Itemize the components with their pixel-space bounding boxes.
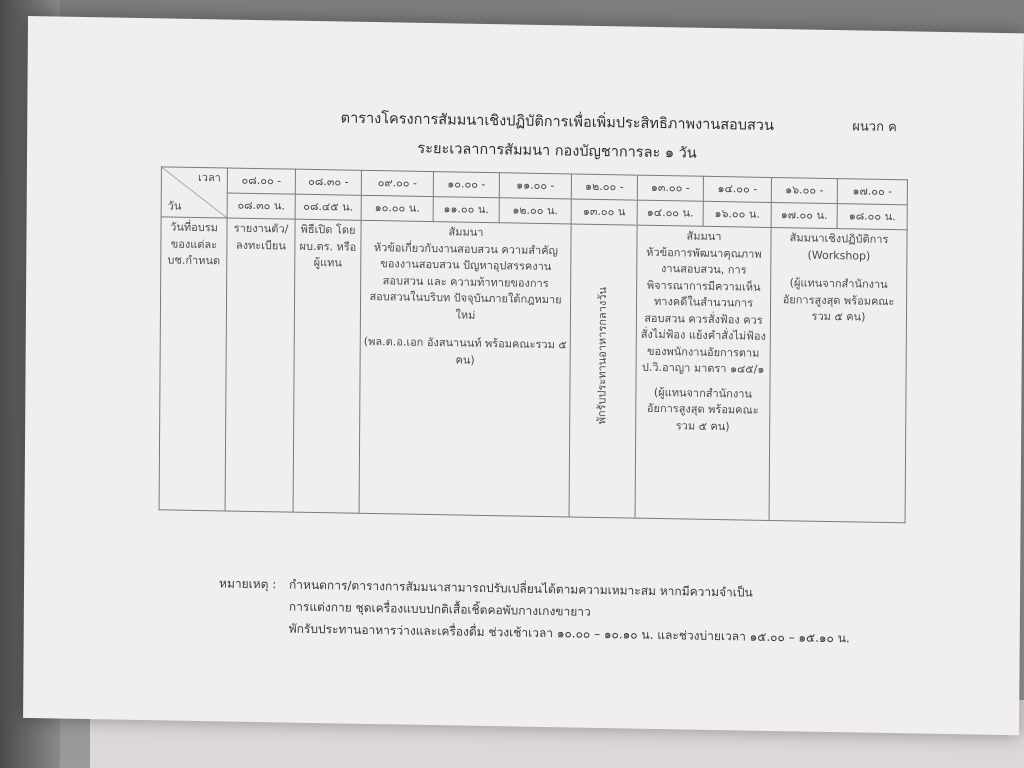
start-time: ๐๙.๐๐ - xyxy=(361,170,433,196)
morning-session-heading: สัมมนา xyxy=(448,225,484,239)
note-line-3: พักรับประทานอาหารว่างและเครื่องดื่ม ช่วงเช้าเวลา ๑๐.๐๐ – ๑๐.๑๐ น. และช่วงบ่ายเวลา ๑๕.๐๐ – ๑๕.๑๐ น. xyxy=(288,621,850,646)
end-time: ๐๘.๓๐ น. xyxy=(227,193,295,219)
corner-day-label: วัน xyxy=(167,198,182,213)
corner-time-label: เวลา xyxy=(197,170,221,185)
morning-session-body: หัวข้อเกี่ยวกับงานสอบสวน ความสำคัญ ของงานสอบสวน ปัญหาอุปสรรคงานสอบสวน และ ความท้าทายของการสอบสวนในบริบท ปัจจุบันภายใต้กฎหมายใหม่ xyxy=(369,240,562,322)
end-time: ๑๔.๐๐ น. xyxy=(637,200,703,226)
document-title: ตารางโครงการสัมมนาเชิงปฏิบัติการเพื่อเพิ่มประสิทธิภาพงานสอบสวน xyxy=(340,110,774,135)
end-time: ๑๗.๐๐ น. xyxy=(771,202,837,228)
row-head-text: วันที่อบรม ของแต่ละ บช.กำหนด xyxy=(167,220,221,268)
end-time: ๑๒.๐๐ น. xyxy=(499,198,571,224)
start-time: ๑๒.๐๐ - xyxy=(571,174,637,200)
morning-session-cell xyxy=(359,220,571,517)
note-line-2: การแต่งกาย ชุดเครื่องแบบปกติเสื้อเชิ้ตคอพับกางเกงขายาว xyxy=(288,599,591,619)
afternoon-session-cell xyxy=(635,225,771,520)
notes-label: หมายเหตุ : xyxy=(219,576,277,592)
start-time: ๑๗.๐๐ - xyxy=(837,179,907,205)
workshop-speaker: (ผู้แทนจากสำนักงาน อัยการสูงสุด พร้อมคณะ รวม ๕ คน) xyxy=(782,276,895,324)
start-time: ๐๘.๐๐ - xyxy=(227,168,295,194)
corner-cell xyxy=(161,167,227,218)
end-time: ๐๘.๔๕ น. xyxy=(295,194,361,220)
end-time: ๑๐.๐๐ น. xyxy=(361,195,433,221)
start-time: ๑๓.๐๐ - xyxy=(637,175,703,201)
row-head xyxy=(159,217,227,511)
afternoon-session-speaker: (ผู้แทนจากสำนักงาน อัยการสูงสุด พร้อมคณะ รวม ๕ คน) xyxy=(646,385,759,433)
annex-label: ผนวก ค xyxy=(852,119,897,136)
end-time: ๑๑.๐๐ น. xyxy=(433,197,499,223)
end-time: ๑๖.๐๐ น. xyxy=(703,201,771,227)
registration-text: รายงานตัว/ ลงทะเบียน xyxy=(233,221,289,253)
lunch-text: พักรับประทานอาหารกลางวัน xyxy=(595,286,610,425)
start-time: ๑๖.๐๐ - xyxy=(771,177,837,203)
start-time: ๑๔.๐๐ - xyxy=(703,176,771,202)
afternoon-session-heading: สัมมนา xyxy=(686,229,722,244)
workshop-cell xyxy=(769,227,907,522)
workshop-heading: สัมมนาเชิงปฏิบัติการ xyxy=(789,231,889,247)
start-time: ๐๘.๓๐ - xyxy=(295,169,361,195)
note-line-1: กำหนดการ/ตารางการสัมมนาสามารถปรับเปลี่ยนได้ตามความเหมาะสม หากมีความจำเป็น xyxy=(289,577,753,600)
document-page xyxy=(23,16,1024,735)
end-time: ๑๓.๐๐ น xyxy=(571,199,637,225)
opening-cell xyxy=(293,219,361,513)
workshop-label: (Workshop) xyxy=(807,248,871,263)
lunch-cell xyxy=(569,224,637,518)
start-time: ๑๐.๐๐ - xyxy=(433,172,499,198)
document-subtitle: ระยะเวลาการสัมมนา กองบัญชาการละ ๑ วัน xyxy=(417,140,697,162)
end-time: ๑๘.๐๐ น. xyxy=(837,204,907,230)
registration-cell xyxy=(225,218,295,512)
morning-session-speaker: (พล.ต.อ.เอก อังสนานนท์ พร้อมคณะรวม ๕ คน) xyxy=(363,334,567,367)
start-time: ๑๑.๐๐ - xyxy=(499,173,571,199)
schedule-body-row xyxy=(159,217,907,523)
schedule-table xyxy=(159,166,908,523)
opening-text: พิธีเปิด โดย ผบ.ตร. หรือผู้แทน xyxy=(299,222,357,270)
afternoon-session-body: หัวข้อการพัฒนาคุณภาพ งานสอบสวน, การ พิจารณาการมีความเห็น ทางคดีในสำนวนการ สอบสวน ควรสั่งฟ้อง ควรสั่งไม่ฟ้อง แย้งคำสั่งไม่ฟ้อง ของพนักงานอัยการตาม ป.วิ.อาญา มาตรา ๑๔๕/๑ xyxy=(640,245,766,376)
